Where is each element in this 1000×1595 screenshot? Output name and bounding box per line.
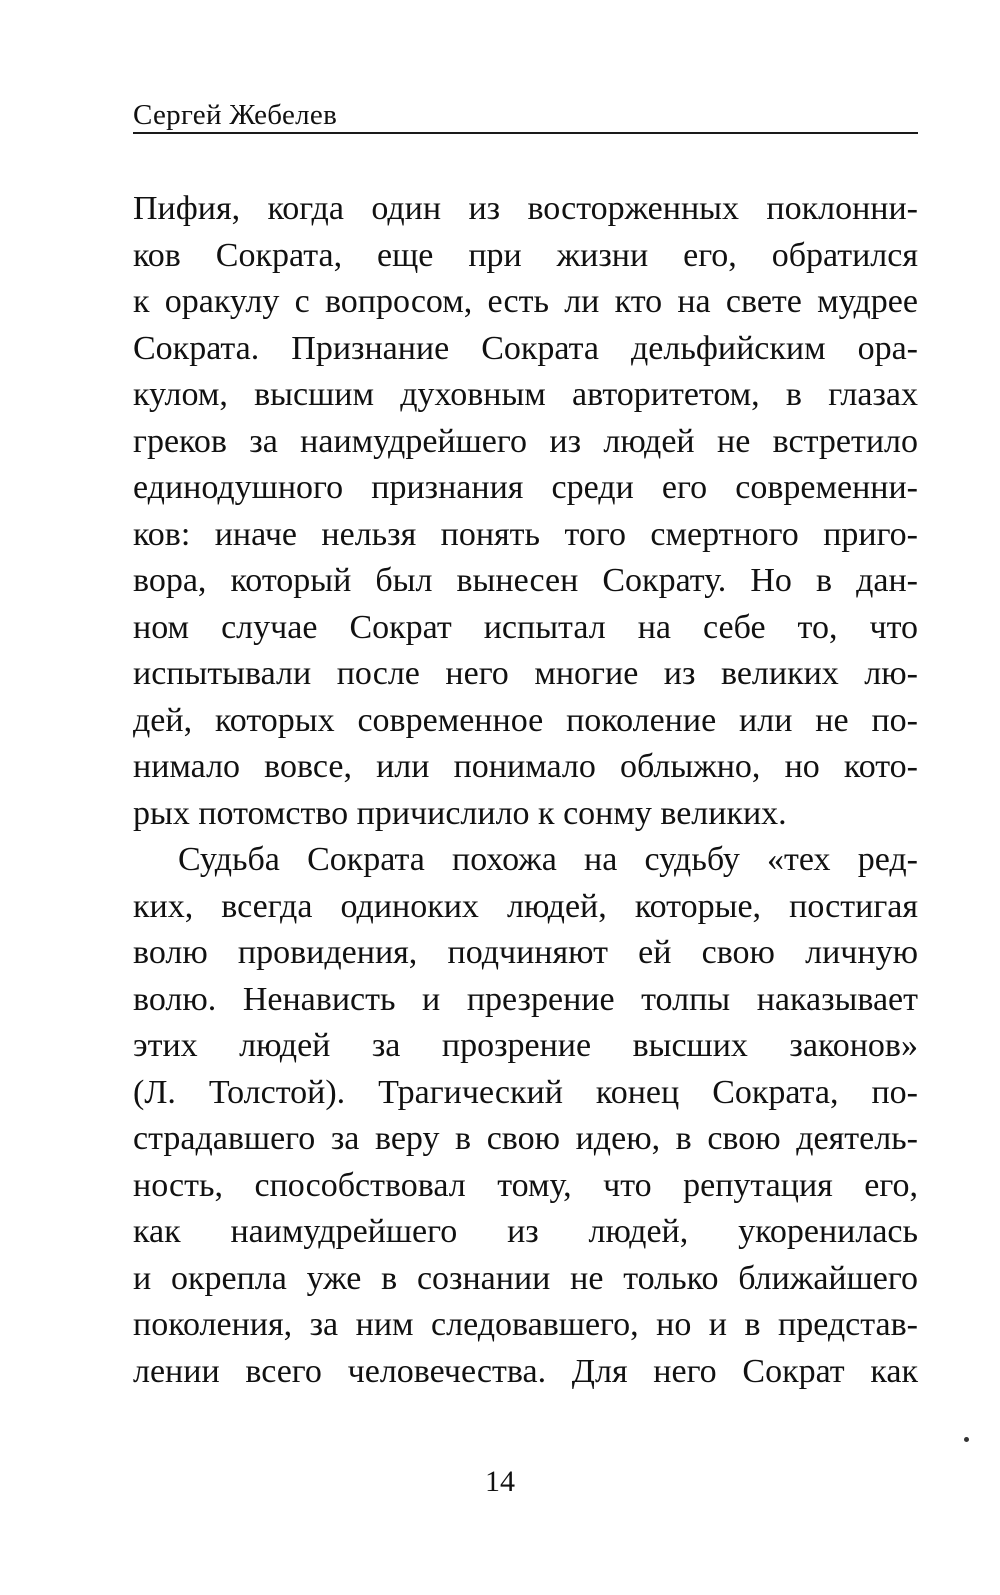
text-line: Пифия, когда один из восторженных поклонни- xyxy=(133,190,918,227)
text-line: вора, который был вынесен Сократу. Но в дан- xyxy=(133,562,918,599)
text-line: нимало вовсе, или понимало облыжно, но кото- xyxy=(133,748,918,785)
text-line: греков за наимудрейшего из людей не встретило xyxy=(133,422,918,460)
running-header xyxy=(133,98,918,134)
text-line: кулом, высшим духовным авторитетом, в глазах xyxy=(133,376,918,413)
text-line: поколения, за ним следовавшего, но и в представ- xyxy=(133,1306,918,1343)
text-line: страдавшего за веру в свою идею, в свою деятель- xyxy=(133,1120,918,1157)
text-line: этих людей за прозрение высших законов» xyxy=(133,1027,918,1064)
text-line: ность, способствовал тому, что репутация его, xyxy=(133,1166,918,1204)
print-speck xyxy=(964,1437,969,1442)
text-line: лении всего человечества. Для него Сократ как xyxy=(133,1352,918,1390)
text-line: ков Сократа, еще при жизни его, обратился xyxy=(133,236,918,274)
text-line: ном случае Сократ испытал на себе то, что xyxy=(133,608,918,646)
text-line: как наимудрейшего из людей, укоренилась xyxy=(133,1213,918,1250)
text-line: рых потомство причислило к сонму великих. xyxy=(133,794,787,832)
body-text xyxy=(133,186,918,1395)
text-line: единодушного признания среди его современни- xyxy=(133,469,918,506)
page-number: 14 xyxy=(485,1465,515,1498)
text-line: волю. Ненависть и презрение толпы наказывает xyxy=(133,980,918,1018)
text-line: Судьба Сократа похожа на судьбу «тех ред- xyxy=(178,841,918,878)
text-line: ких, всегда одиноких людей, которые, постигая xyxy=(133,887,918,925)
text-line: (Л. Толстой). Трагический конец Сократа, по- xyxy=(133,1073,918,1111)
text-line: волю провидения, подчиняют ей свою личную xyxy=(133,934,918,971)
text-line: дей, которых современное поколение или не по- xyxy=(133,701,918,739)
author-name: Сергей Жебелев xyxy=(133,99,338,131)
text-line: и окрепла уже в сознании не только ближайшего xyxy=(133,1259,918,1297)
text-line: ков: иначе нельзя понять того смертного приго- xyxy=(133,515,918,553)
text-line: Сократа. Признание Сократа дельфийским ора- xyxy=(133,329,918,367)
text-line: испытывали после него многие из великих лю- xyxy=(133,655,918,692)
text-line: к оракулу с вопросом, есть ли кто на свете мудрее xyxy=(133,283,918,320)
